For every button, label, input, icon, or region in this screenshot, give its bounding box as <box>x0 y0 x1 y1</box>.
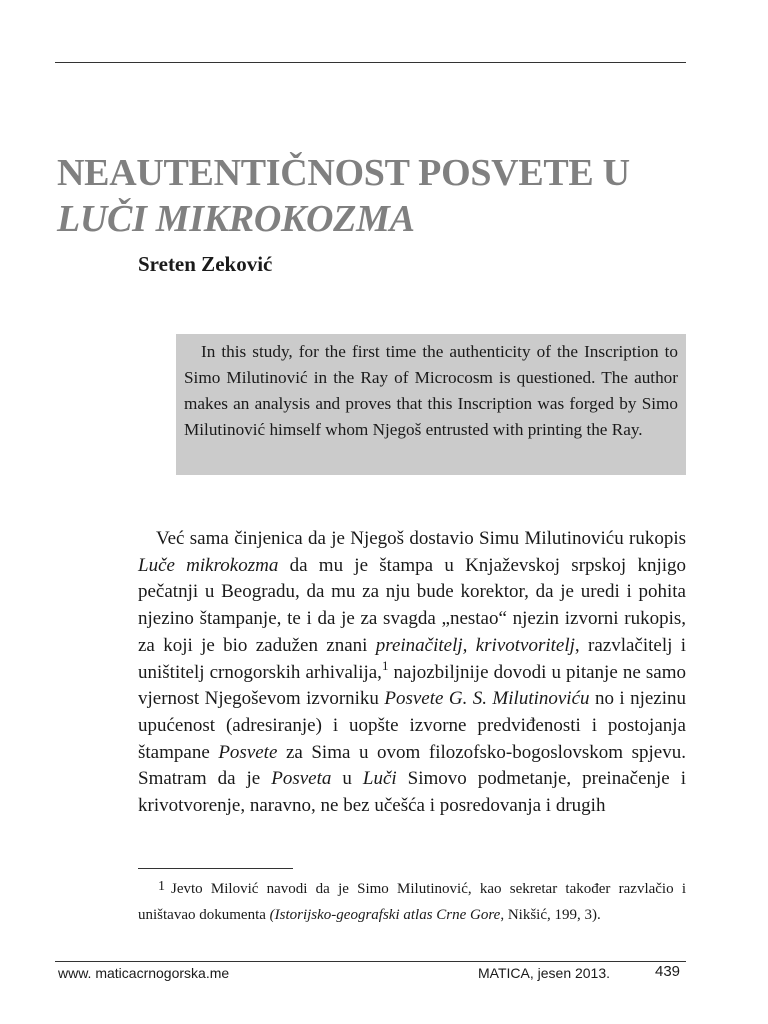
footer-journal: MATICA, jesen 2013. <box>478 965 611 981</box>
footnote-italic: (Istorijsko-geografski atlas Crne Gore <box>269 907 501 923</box>
body-span: , razvlačitelj i uništitelj crnogorskih arhivalija, <box>138 634 686 683</box>
footnote-number: 1 <box>158 879 165 894</box>
footnote-rule <box>138 868 293 869</box>
footnote <box>138 874 686 928</box>
article-title <box>57 150 697 242</box>
body-span: no i njezinu upućenost (adresiranje) i uopšte izvorne predviđenosti i postojanja štampane <box>138 688 687 763</box>
page-number: 439 <box>655 963 681 980</box>
bottom-rule <box>55 961 686 962</box>
body-italic: Luči <box>362 768 397 790</box>
body-text <box>138 526 686 820</box>
abstract-box <box>176 334 686 475</box>
abstract-text: In this study, for the first time the authenticity of the Inscription to Simo Milutinović in the Ray of Microcosm is questioned. The author makes an analysis and proves that this Inscription was forged by Simo Milutinović himself whom Njegoš entrusted with printing the Ray. <box>184 342 678 439</box>
body-italic: Posvete <box>218 741 278 763</box>
body-span: Simovo podmetanje, preinačenje i krivotvorenje, naravno, ne bez učešća i posredovanja i drugih <box>138 768 686 817</box>
body-italic: Luče mikrokozma <box>138 554 279 576</box>
body-span: u <box>331 768 363 790</box>
body-italic: Posveta <box>271 768 332 790</box>
footer-website[interactable]: www. maticacrnogorska.me <box>58 965 230 981</box>
footnote-text <box>138 874 686 928</box>
body-span: najozbiljnije dovodi u pitanje ne samo vjernost Njegoševom izvorniku <box>138 661 686 710</box>
footnote-span: , Nikšić, 199, 3). <box>500 907 601 923</box>
body-span: da mu je štampa u Knjaževskoj srpskoj knjigo pečatnji u Beogradu, da mu za nju bude korektor, da je uredi i pohita njezino štampanje, te i da je za svagda „nestao“ njezin izvorni rukopis, za koji je bio zadužen znani <box>138 554 686 656</box>
body-paragraph <box>138 526 686 820</box>
body-span: Već sama činjenica da je Njegoš dostavio Simu Milutinoviću rukopis <box>156 528 686 549</box>
footnote-span: Jevto Milović navodi da je Simo Milutinović, kao sekretar također razvlačio i uništavao dokumenta <box>138 881 686 923</box>
title-line-2: LUČI MIKROKOZMA <box>57 198 415 240</box>
body-italic: preinačitelj, krivotvoritelj <box>375 634 575 656</box>
top-rule <box>55 62 686 63</box>
body-italic: Posvete G. S. Milutinoviću <box>384 688 590 710</box>
title-line-1: NEAUTENTIČNOST POSVETE U <box>57 152 630 194</box>
body-span: za Sima u ovom filozofsko-bogoslovskom spjevu. Smatram da je <box>138 741 686 790</box>
footnote-reference[interactable]: 1 <box>381 657 389 673</box>
author-name: Sreten Zeković <box>138 252 273 276</box>
